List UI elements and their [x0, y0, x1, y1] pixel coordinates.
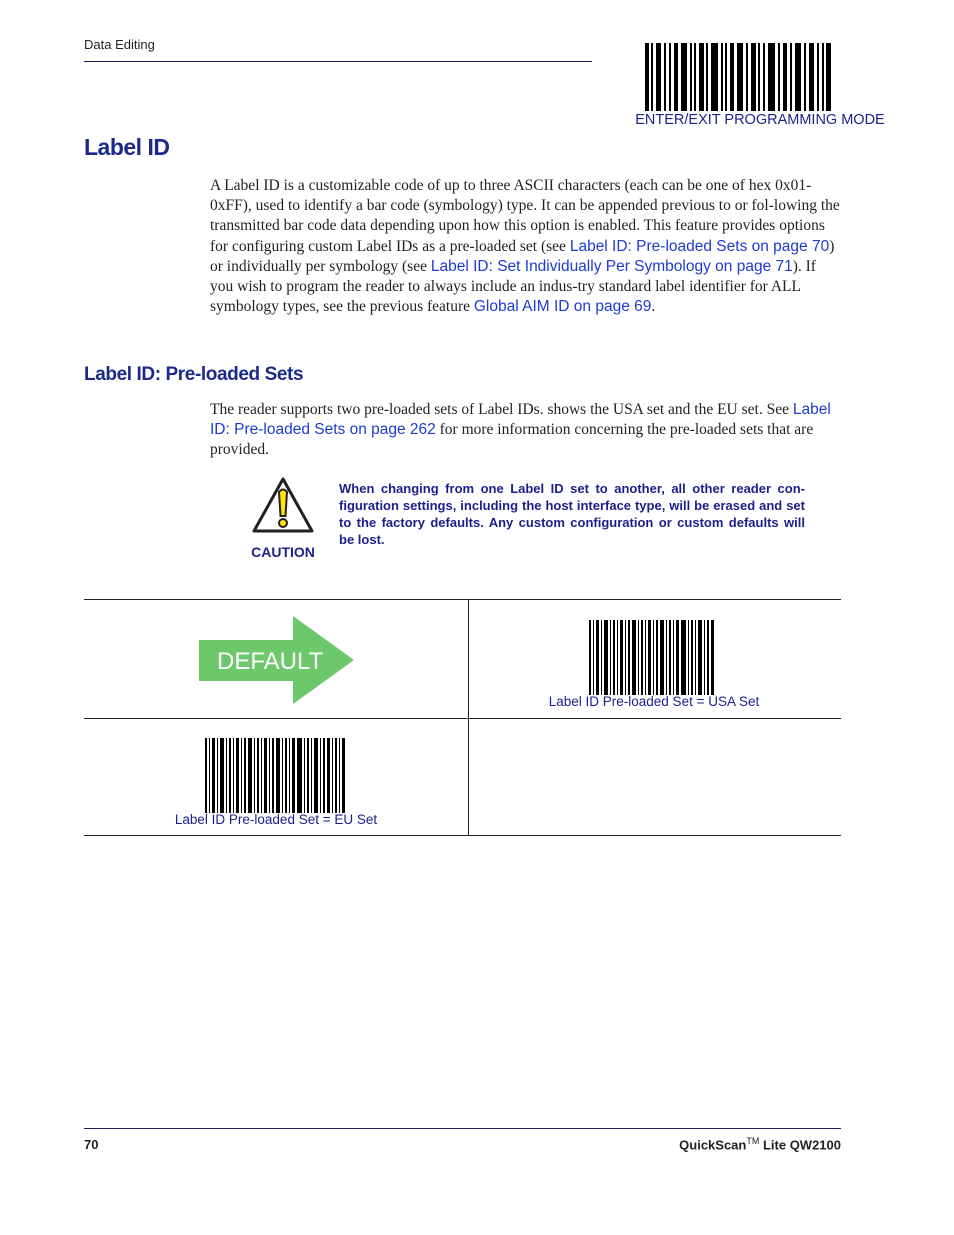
preloaded-set-options-table — [84, 599, 841, 836]
caution-triangle-icon — [251, 476, 315, 534]
link-preloaded-sets-262[interactable]: Label ID: Pre-loaded Sets on page 262 — [210, 401, 831, 439]
label-id-text-4: . — [651, 298, 656, 316]
default-arrow-icon — [199, 616, 355, 706]
table-top-rule — [84, 599, 841, 600]
link-preloaded-sets[interactable]: Label ID: Pre-loaded Sets on page 70 — [569, 237, 830, 255]
preloaded-text-1: The reader supports two pre-loaded sets of Label IDs. shows the USA set and the EU set. See — [210, 401, 793, 418]
table-column-divider — [468, 599, 469, 836]
label-id-text-1: A Label ID is a customizable code of up to three ASCII characters (each can be one of hex 0x01-0xFF), used to identify a bar code (symbology) type. It can be appended previous to or fol-lowing the transmitted bar code data depending upon how this option is enabled. This feature provides options for configuring custom Label IDs as a pre-loaded set (see — [210, 177, 840, 255]
caution-label: CAUTION — [251, 544, 315, 560]
preloaded-text-2: for more information concerning the pre-loaded sets that are provided. — [210, 421, 814, 459]
header-divider — [84, 61, 592, 62]
default-label: DEFAULT — [217, 648, 324, 675]
table-middle-rule — [84, 718, 841, 719]
label-id-text-2: ) or individually per symbology (see — [210, 237, 835, 275]
programming-mode-barcode — [645, 43, 831, 111]
label-id-text-3: ). If you wish to program the reader to always include an indus-try standard label identifier for ALL symbology types, see the previous feature — [210, 257, 816, 316]
programming-mode-label: ENTER/EXIT PROGRAMMING MODE — [635, 112, 885, 128]
table-bottom-rule — [84, 835, 841, 836]
label-id-description — [210, 176, 842, 317]
label-id-heading: Label ID — [84, 134, 170, 160]
caution-text: When changing from one Label ID set to another, all other reader con-figuration settings, including the host interface type, will be erased and set to the factory defaults. Any custom configuration or custom defaults will be lost. — [339, 481, 805, 547]
usa-set-label: Label ID Pre-loaded Set = USA Set — [548, 694, 760, 709]
eu-set-label: Label ID Pre-loaded Set = EU Set — [174, 812, 378, 827]
page-number: 70 — [84, 1137, 99, 1152]
product-prefix: QuickScan — [679, 1137, 747, 1153]
eu-set-barcode[interactable] — [205, 738, 345, 813]
preloaded-sets-description — [210, 400, 842, 461]
product-name — [679, 1136, 841, 1152]
section-header: Data Editing — [84, 37, 155, 52]
product-suffix: Lite QW2100 — [759, 1137, 841, 1153]
preloaded-sets-heading: Label ID: Pre-loaded Sets — [84, 364, 304, 385]
link-set-individually[interactable]: Label ID: Set Individually Per Symbology on page 71 — [430, 257, 793, 275]
link-global-aim-id[interactable]: Global AIM ID on page 69 — [473, 298, 652, 316]
trademark-mark: TM — [746, 1136, 760, 1146]
footer-divider — [84, 1128, 841, 1129]
usa-set-barcode[interactable] — [589, 620, 714, 695]
